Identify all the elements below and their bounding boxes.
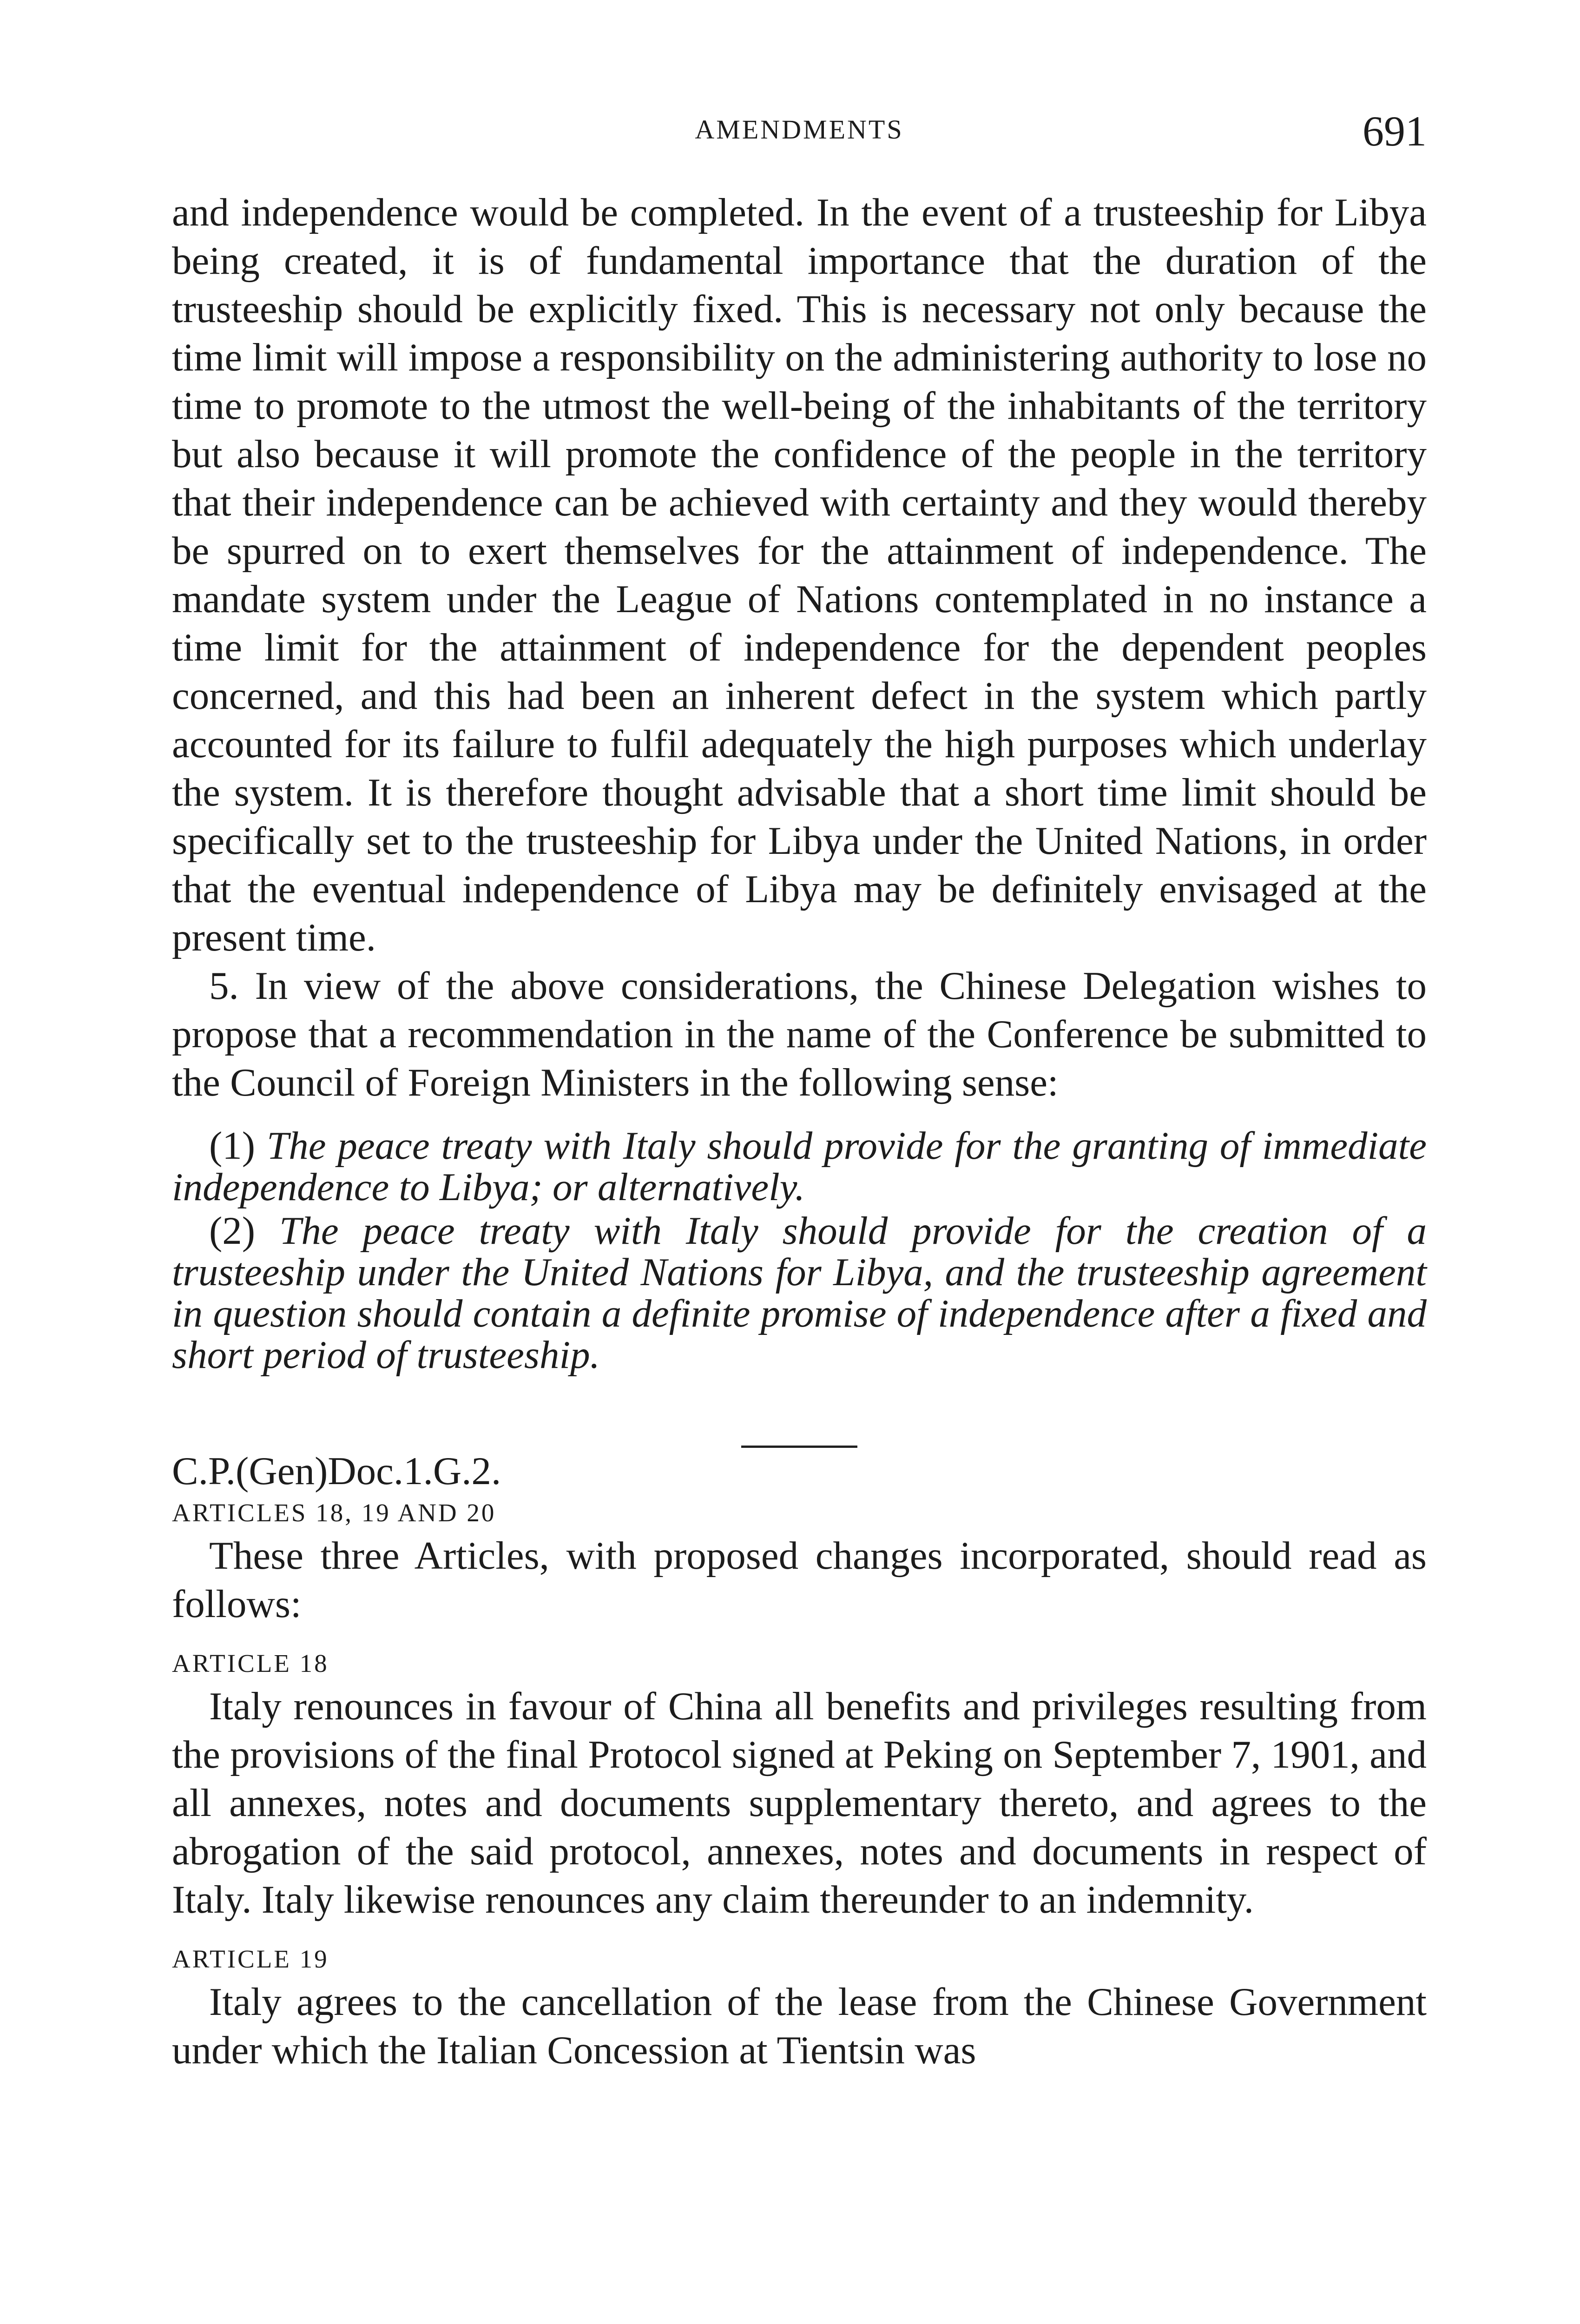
proposal-item [172,1125,1427,1208]
articles-intro: These three Articles, with proposed changes incorporated, should read as follows: [172,1534,1427,1626]
page-body [172,188,1427,2074]
proposal-item [172,1210,1427,1376]
proposal-number: (2) [209,1209,256,1253]
document-reference: C.P.(Gen)Doc.1.G.2. [172,1449,501,1493]
article-18-text: Italy renounces in favour of China all benefits and privileges resulting from the provisions of the final Protocol signed at Peking on September 7, 1901, and all annexes, notes and documents supplementary thereto, and agrees to the abrogation of the said protocol, annexes, notes and documents in respect of Italy. Italy likewise renounces any claim thereunder to an indemnity. [172,1684,1427,1921]
running-header [172,109,1427,165]
article-19-text: Italy agrees to the cancellation of the lease from the Chinese Government under which the Italian Concession at Tientsin was [172,1980,1427,2072]
running-title: AMENDMENTS [695,114,904,145]
articles-heading: ARTICLES 18, 19 AND 20 [172,1499,496,1527]
proposal-number: (1) [209,1124,256,1168]
proposal-text: The peace treaty with Italy should provide for the creation of a trusteeship under the United Nations for Libya, and the trusteeship agreement in question should contain a definite promise of independence after a fixed and short period of trusteeship. [172,1209,1427,1377]
page-number: 691 [1363,107,1427,155]
proposal-text: The peace treaty with Italy should provide for the granting of immediate independence to Libya; or alternatively. [172,1124,1427,1209]
paragraph-5: 5. In view of the above considerations, the Chinese Delegation wishes to propose that a recommendation in the name of the Conference be submitted to the Council of Foreign Ministers in the following sense: [172,964,1427,1104]
article-19-heading: ARTICLE 19 [172,1945,329,1973]
proposal-list [172,1125,1427,1376]
continuation-paragraph: and independence would be completed. In the event of a trusteeship for Libya being created, it is of fundamental importance that the duration of the trusteeship should be explicitly fixed. This is necessary not only because the time limit will impose a responsibility on the administering authority to lose no time to promote to the utmost the well-being of the inhabitants of the territory but also because it will promote the confidence of the people in the territory that their independence can be achieved with certainty and they would thereby be spurred on to exert themselves for the attainment of independence. The mandate system under the League of Nations contemplated in no instance a time limit for the attainment of independence for the dependent peoples concerned, and this had been an inherent defect in the system which partly accounted for its failure to fulfil adequately the high purposes which underlay the system. It is therefore thought advisable that a short time limit should be specifically set to the trusteeship for Libya under the United Nations, in order that the eventual independence of Libya may be definitely envisaged at the present time. [172,191,1427,959]
article-18-heading: ARTICLE 18 [172,1649,329,1677]
